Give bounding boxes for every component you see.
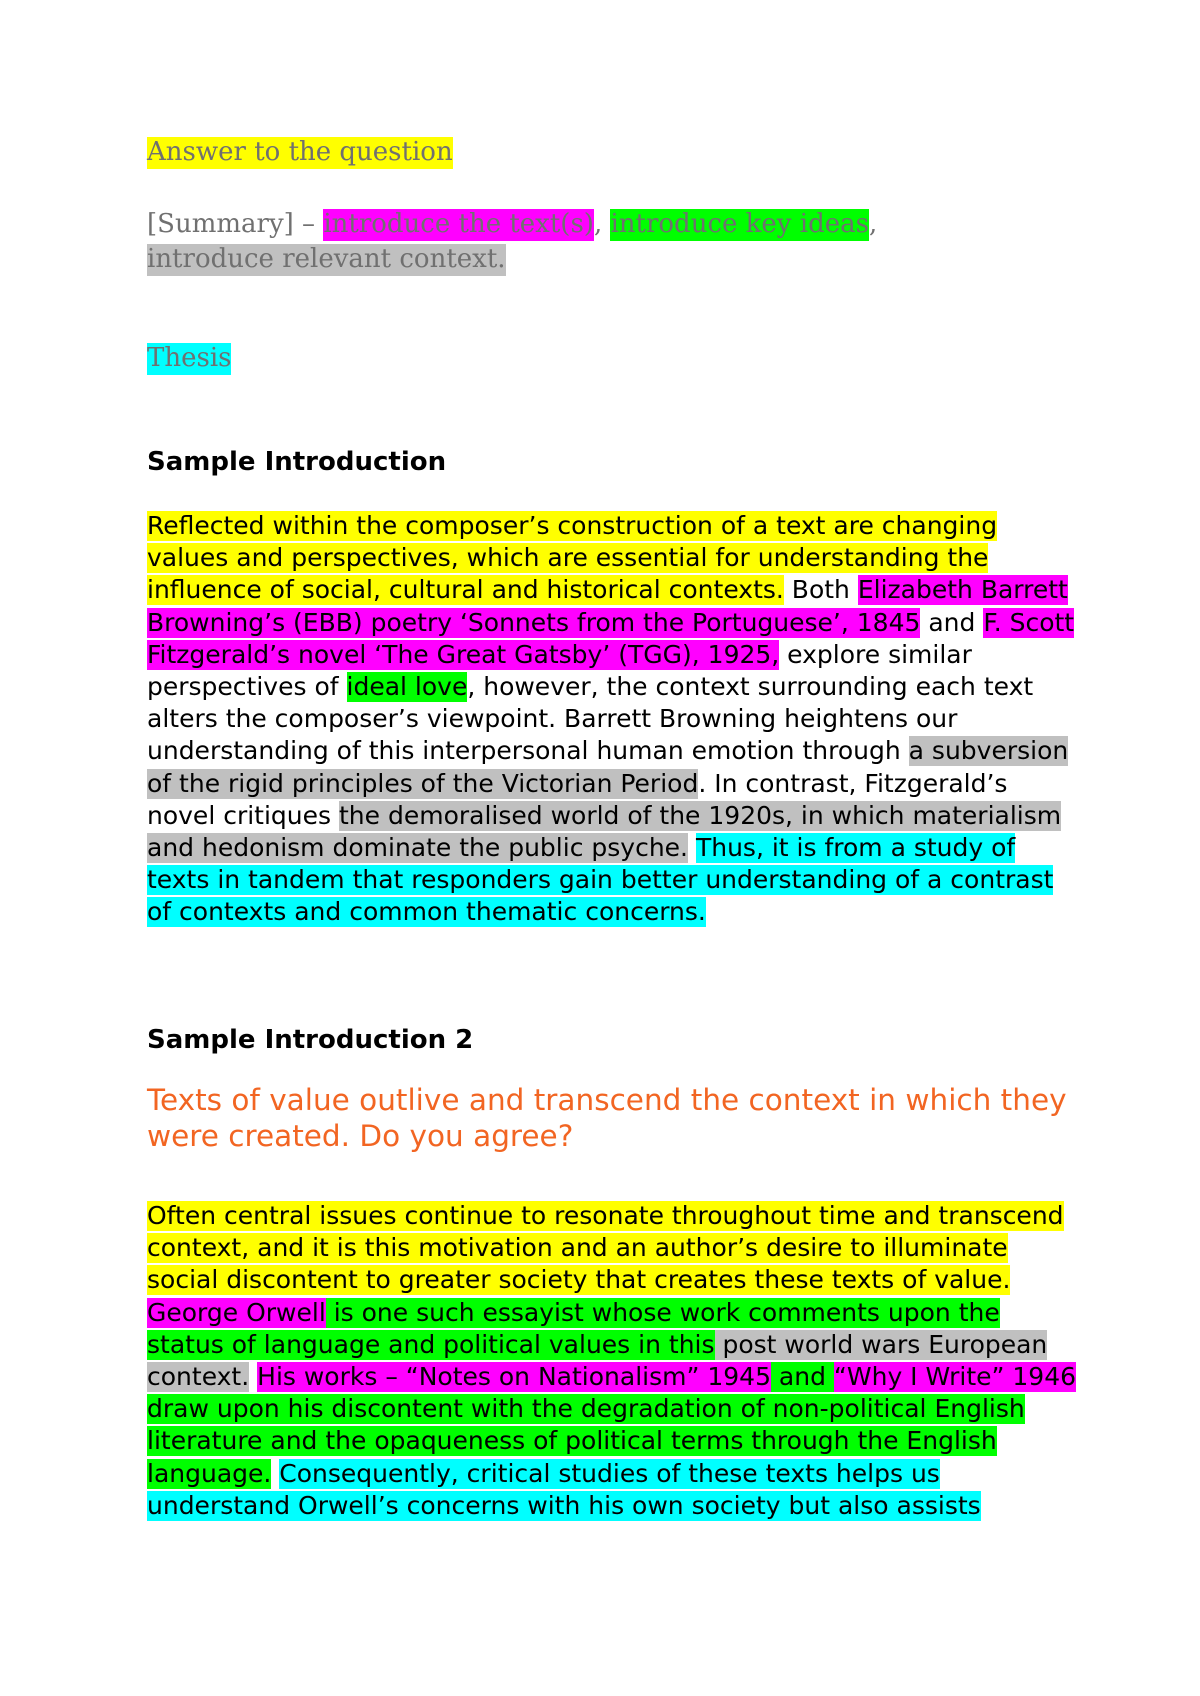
intro2-context: post world wars European context. [147, 1329, 1048, 1392]
intro2-context-sentence: Often central issues continue to resonate throughout time and transcend context, and it is this motivation and an author’s desire to illuminate social discontent to greater society that creates these texts of value. [147, 1201, 1064, 1295]
sample-introduction-heading: Sample Introduction [147, 447, 447, 477]
intro1-text-ebb: Elizabeth Barrett Browning’s (EBB) poetry ‘Sonnets from the Portuguese’, 1845 [147, 575, 1068, 637]
intro2-text [249, 1362, 257, 1392]
legend-introduce-ideas: introduce key ideas [610, 209, 869, 239]
intro1-context-sentence: Reflected within the composer’s construction of a text are changing values and perspectives, which are essential for understanding the influence of social, cultural and historical contexts. [147, 511, 998, 605]
legend-introduce-context: introduce relevant context. [147, 244, 506, 274]
sample-introduction-2-paragraph [147, 1200, 1077, 1522]
intro1-text: explore similar perspectives of [147, 639, 972, 702]
intro2-key-idea-2: draw upon his discontent with the degradation of non-political English literature and the opaqueness of political terms through the English language. [147, 1394, 1025, 1488]
intro1-context-1920s: the demoralised world of the 1920s, in which materialism and hedonism dominate the public psyche. [147, 800, 1062, 863]
intro1-context-victorian: a subversion of the rigid principles of the Victorian Period [147, 736, 1069, 798]
legend-comma-1: , [593, 209, 611, 239]
legend-thesis [147, 340, 231, 376]
intro1-key-idea: ideal love [346, 672, 468, 702]
essay-question: Texts of value outlive and transcend the context in which they were created. Do you agree? [147, 1083, 1067, 1153]
intro2-text-notes: His works – “Notes on Nationalism” 1945 [257, 1362, 771, 1392]
legend-summary-prefix: [Summary] – [147, 209, 324, 239]
intro2-text-why: “Why I Write” 1946 [833, 1362, 1077, 1392]
intro1-text: and [920, 607, 984, 637]
intro1-text: Both [783, 575, 858, 605]
legend-answer-text: Answer to the question [147, 137, 453, 167]
intro2-text: and [770, 1362, 834, 1392]
intro1-text: . In contrast, Fitzgerald’s novel critiques [147, 768, 1008, 830]
intro2-key-idea-1: is one such essayist whose work comments upon the status of language and political values in this [147, 1297, 1000, 1359]
intro2-thesis: Consequently, critical studies of these texts helps us understand Orwell’s concerns with his own society but also assists [147, 1458, 981, 1520]
sample-introduction-paragraph [147, 510, 1077, 929]
intro1-text [688, 833, 696, 863]
intro1-text-tgg: F. Scott Fitzgerald’s novel ‘The Great Gatsby’ (TGG), 1925, [147, 607, 1075, 669]
sample-introduction-2-heading: Sample Introduction 2 [147, 1025, 474, 1055]
intro1-text: , however, the context surrounding each text alters the composer’s viewpoint. Barrett Browning heightens our understanding of this interpersonal human emotion through [147, 672, 1034, 766]
legend-introduce-texts: introduce the text(s) [323, 209, 594, 239]
legend-thesis-text: Thesis [147, 343, 232, 373]
legend-summary [147, 207, 1007, 277]
legend-answer [147, 134, 453, 170]
intro2-author: George Orwell [147, 1297, 326, 1327]
legend-comma-2: , [868, 209, 878, 239]
intro1-thesis: Thus, it is from a study of texts in tandem that responders gain better understanding of a contrast of contexts and common thematic concerns. [147, 833, 1054, 927]
